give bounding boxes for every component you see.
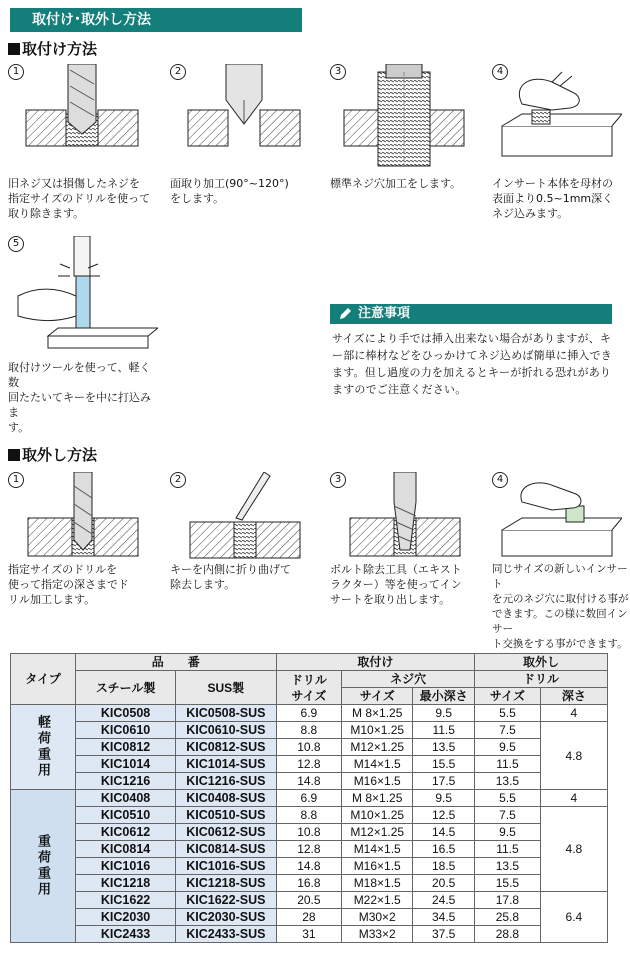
table-row [11, 909, 608, 926]
table-row [11, 739, 608, 756]
min-depth: 11.5 [413, 722, 475, 739]
step-number-badge: 5 [8, 236, 24, 252]
steel-code: KIC0610 [76, 722, 176, 739]
step-number-badge: 4 [492, 64, 508, 80]
drill-size: 10.8 [276, 824, 342, 841]
header-removal-size: サイズ [475, 688, 541, 705]
insert-screwing-illustration [492, 64, 622, 174]
table-row [11, 773, 608, 790]
min-depth: 17.5 [413, 773, 475, 790]
sus-code: KIC0612-SUS [176, 824, 276, 841]
steel-code: KIC0814 [76, 841, 176, 858]
min-depth: 9.5 [413, 790, 475, 807]
step-caption: 面取り加工(90°~120°) をします。 [170, 177, 289, 205]
header-type: タイプ [11, 654, 76, 705]
header-install: 取付け [276, 654, 475, 671]
header-min-depth: 最小深さ [413, 688, 475, 705]
sus-code: KIC1622-SUS [176, 892, 276, 909]
thread-size: M 8×1.25 [342, 705, 413, 722]
removal-depth: 4 [540, 790, 607, 807]
notice-title: 注意事項 [358, 306, 411, 321]
removal-title [8, 444, 97, 465]
thread-size: M30×2 [342, 909, 413, 926]
sus-code: KIC0408-SUS [176, 790, 276, 807]
sus-code: KIC0510-SUS [176, 807, 276, 824]
drill-size: 16.8 [276, 875, 342, 892]
header-drill-size: ドリル サイズ [276, 671, 342, 705]
removal-size: 13.5 [475, 858, 541, 875]
step-caption: 取付けツールを使って、軽く数 回たたいてキーを中に打込みま す。 [8, 361, 151, 434]
steel-code: KIC1622 [76, 892, 176, 909]
steel-code: KIC2030 [76, 909, 176, 926]
table-row [11, 926, 608, 943]
sus-code: KIC0812-SUS [176, 739, 276, 756]
step-number-badge: 4 [492, 472, 508, 488]
drill-size: 28 [276, 909, 342, 926]
sus-code: KIC0814-SUS [176, 841, 276, 858]
header-size: サイズ [342, 688, 413, 705]
notice-text: サイズにより手では挿入出来ない場合がありますが、キー部に棒材などをひっかけてネジ込めば簡単に挿入できます。但し過度の力を加えるとキーが折れる恐れがありますのでご注意ください。 [332, 332, 612, 396]
thread-size: M10×1.25 [342, 722, 413, 739]
step-caption: インサート本体を母材の 表面より0.5~1mm深く ネジ込みます。 [492, 177, 614, 220]
header-steel: スチール製 [76, 671, 176, 705]
sus-code: KIC2433-SUS [176, 926, 276, 943]
table-row [11, 824, 608, 841]
drill-size: 20.5 [276, 892, 342, 909]
thread-size: M16×1.5 [342, 773, 413, 790]
step-caption: キーを内側に折り曲げて 除去します。 [170, 563, 291, 591]
drill-size: 6.9 [276, 790, 342, 807]
step-number-badge: 2 [170, 472, 186, 488]
thread-size: M12×1.25 [342, 824, 413, 841]
table-row [11, 756, 608, 773]
header-sus: SUS製 [176, 671, 276, 705]
thread-size: M33×2 [342, 926, 413, 943]
thread-size: M14×1.5 [342, 756, 413, 773]
steel-code: KIC1014 [76, 756, 176, 773]
drill-size: 10.8 [276, 739, 342, 756]
step-caption: 同じサイズの新しいインサート を元のネジ穴に取付ける事が できます。この様に数回インサー ト交換をする事ができます。 [492, 563, 629, 650]
table-row [11, 858, 608, 875]
removal-size: 7.5 [475, 807, 541, 824]
removal-step-3 [330, 472, 480, 622]
square-bullet-icon [8, 449, 20, 461]
chamfer-illustration [170, 64, 320, 174]
steel-code: KIC1216 [76, 773, 176, 790]
steel-code: KIC1016 [76, 858, 176, 875]
removal-size: 13.5 [475, 773, 541, 790]
step-number-badge: 2 [170, 64, 186, 80]
removal-depth: 4.8 [540, 722, 607, 790]
sus-code: KIC1218-SUS [176, 875, 276, 892]
step-caption: 指定サイズのドリルを 使って指定の深さまでド リル加工します。 [8, 563, 129, 606]
table-row [11, 841, 608, 858]
removal-step-2 [170, 472, 320, 622]
min-depth: 24.5 [413, 892, 475, 909]
drill-size: 12.8 [276, 756, 342, 773]
section-banner: 取付け･取外し方法 [10, 8, 302, 32]
removal-size: 25.8 [475, 909, 541, 926]
min-depth: 14.5 [413, 824, 475, 841]
drill-size: 8.8 [276, 722, 342, 739]
sus-code: KIC1014-SUS [176, 756, 276, 773]
removal-size: 11.5 [475, 756, 541, 773]
step-number-badge: 1 [8, 64, 24, 80]
thread-size: M22×1.5 [342, 892, 413, 909]
install-title-text: 取付け方法 [22, 40, 98, 58]
steel-code: KIC1218 [76, 875, 176, 892]
install-step-3 [330, 64, 480, 224]
step-caption: ボルト除去工具（エキスト ラクター）等を使ってイン サートを取り出します。 [330, 563, 462, 606]
thread-size: M12×1.25 [342, 739, 413, 756]
key-bending-illustration [170, 472, 320, 564]
thread-size: M14×1.5 [342, 841, 413, 858]
table-row [11, 705, 608, 722]
header-depth: 深さ [540, 688, 607, 705]
thread-size: M10×1.25 [342, 807, 413, 824]
steel-code: KIC0510 [76, 807, 176, 824]
min-depth: 15.5 [413, 756, 475, 773]
type-cell: 重荷重用 [11, 790, 76, 943]
table-row [11, 722, 608, 739]
removal-depth: 4 [540, 705, 607, 722]
step-caption: 旧ネジ又は損傷したネジを 指定サイズのドリルを使って 取り除きます。 [8, 177, 151, 220]
steel-code: KIC0612 [76, 824, 176, 841]
removal-size: 17.8 [475, 892, 541, 909]
steel-code: KIC0408 [76, 790, 176, 807]
sus-code: KIC1016-SUS [176, 858, 276, 875]
thread-size: M16×1.5 [342, 858, 413, 875]
removal-size: 7.5 [475, 722, 541, 739]
square-bullet-icon [8, 43, 20, 55]
step-number-badge: 3 [330, 64, 346, 80]
table-row [11, 875, 608, 892]
table-row [11, 892, 608, 909]
min-depth: 18.5 [413, 858, 475, 875]
min-depth: 34.5 [413, 909, 475, 926]
step-number-badge: 1 [8, 472, 24, 488]
drill-size: 12.8 [276, 841, 342, 858]
removal-size: 28.8 [475, 926, 541, 943]
min-depth: 13.5 [413, 739, 475, 756]
steel-code: KIC0812 [76, 739, 176, 756]
header-removal: 取外し [475, 654, 608, 671]
sus-code: KIC0610-SUS [176, 722, 276, 739]
drill-removal-illustration [8, 64, 158, 174]
spec-table [10, 653, 608, 943]
removal-step-1 [8, 472, 158, 622]
drill-size: 14.8 [276, 858, 342, 875]
sus-code: KIC0508-SUS [176, 705, 276, 722]
removal-size: 15.5 [475, 875, 541, 892]
install-step-4 [492, 64, 630, 224]
drill-size: 14.8 [276, 773, 342, 790]
new-insert-illustration [492, 472, 622, 564]
header-drill: ドリル [475, 671, 608, 688]
thread-size: M18×1.5 [342, 875, 413, 892]
min-depth: 9.5 [413, 705, 475, 722]
install-step-5 [8, 236, 158, 434]
removal-size: 5.5 [475, 705, 541, 722]
drilling-out-illustration [8, 472, 158, 564]
removal-depth: 4.8 [540, 807, 607, 892]
steel-code: KIC2433 [76, 926, 176, 943]
min-depth: 37.5 [413, 926, 475, 943]
pencil-icon [338, 307, 352, 321]
step-number-badge: 3 [330, 472, 346, 488]
tapping-illustration [330, 64, 480, 174]
removal-size: 9.5 [475, 824, 541, 841]
drill-size: 31 [276, 926, 342, 943]
drill-size: 6.9 [276, 705, 342, 722]
removal-title-text: 取外し方法 [22, 446, 98, 464]
removal-size: 9.5 [475, 739, 541, 756]
install-title [8, 38, 97, 59]
removal-size: 5.5 [475, 790, 541, 807]
key-tapping-illustration [8, 236, 158, 356]
thread-size: M 8×1.25 [342, 790, 413, 807]
notice-header [330, 304, 612, 324]
drill-size: 8.8 [276, 807, 342, 824]
extractor-illustration [330, 472, 480, 564]
header-product: 品 番 [76, 654, 277, 671]
min-depth: 20.5 [413, 875, 475, 892]
install-step-1 [8, 64, 158, 224]
sus-code: KIC2030-SUS [176, 909, 276, 926]
step-caption: 標準ネジ穴加工をします。 [330, 177, 462, 190]
table-row [11, 807, 608, 824]
removal-step-4 [492, 472, 630, 650]
sus-code: KIC1216-SUS [176, 773, 276, 790]
min-depth: 12.5 [413, 807, 475, 824]
type-cell: 軽荷重用 [11, 705, 76, 790]
header-thread-hole: ネジ穴 [342, 671, 475, 688]
steel-code: KIC0508 [76, 705, 176, 722]
table-row [11, 790, 608, 807]
removal-size: 11.5 [475, 841, 541, 858]
removal-depth: 6.4 [540, 892, 607, 943]
min-depth: 16.5 [413, 841, 475, 858]
install-step-2 [170, 64, 320, 224]
